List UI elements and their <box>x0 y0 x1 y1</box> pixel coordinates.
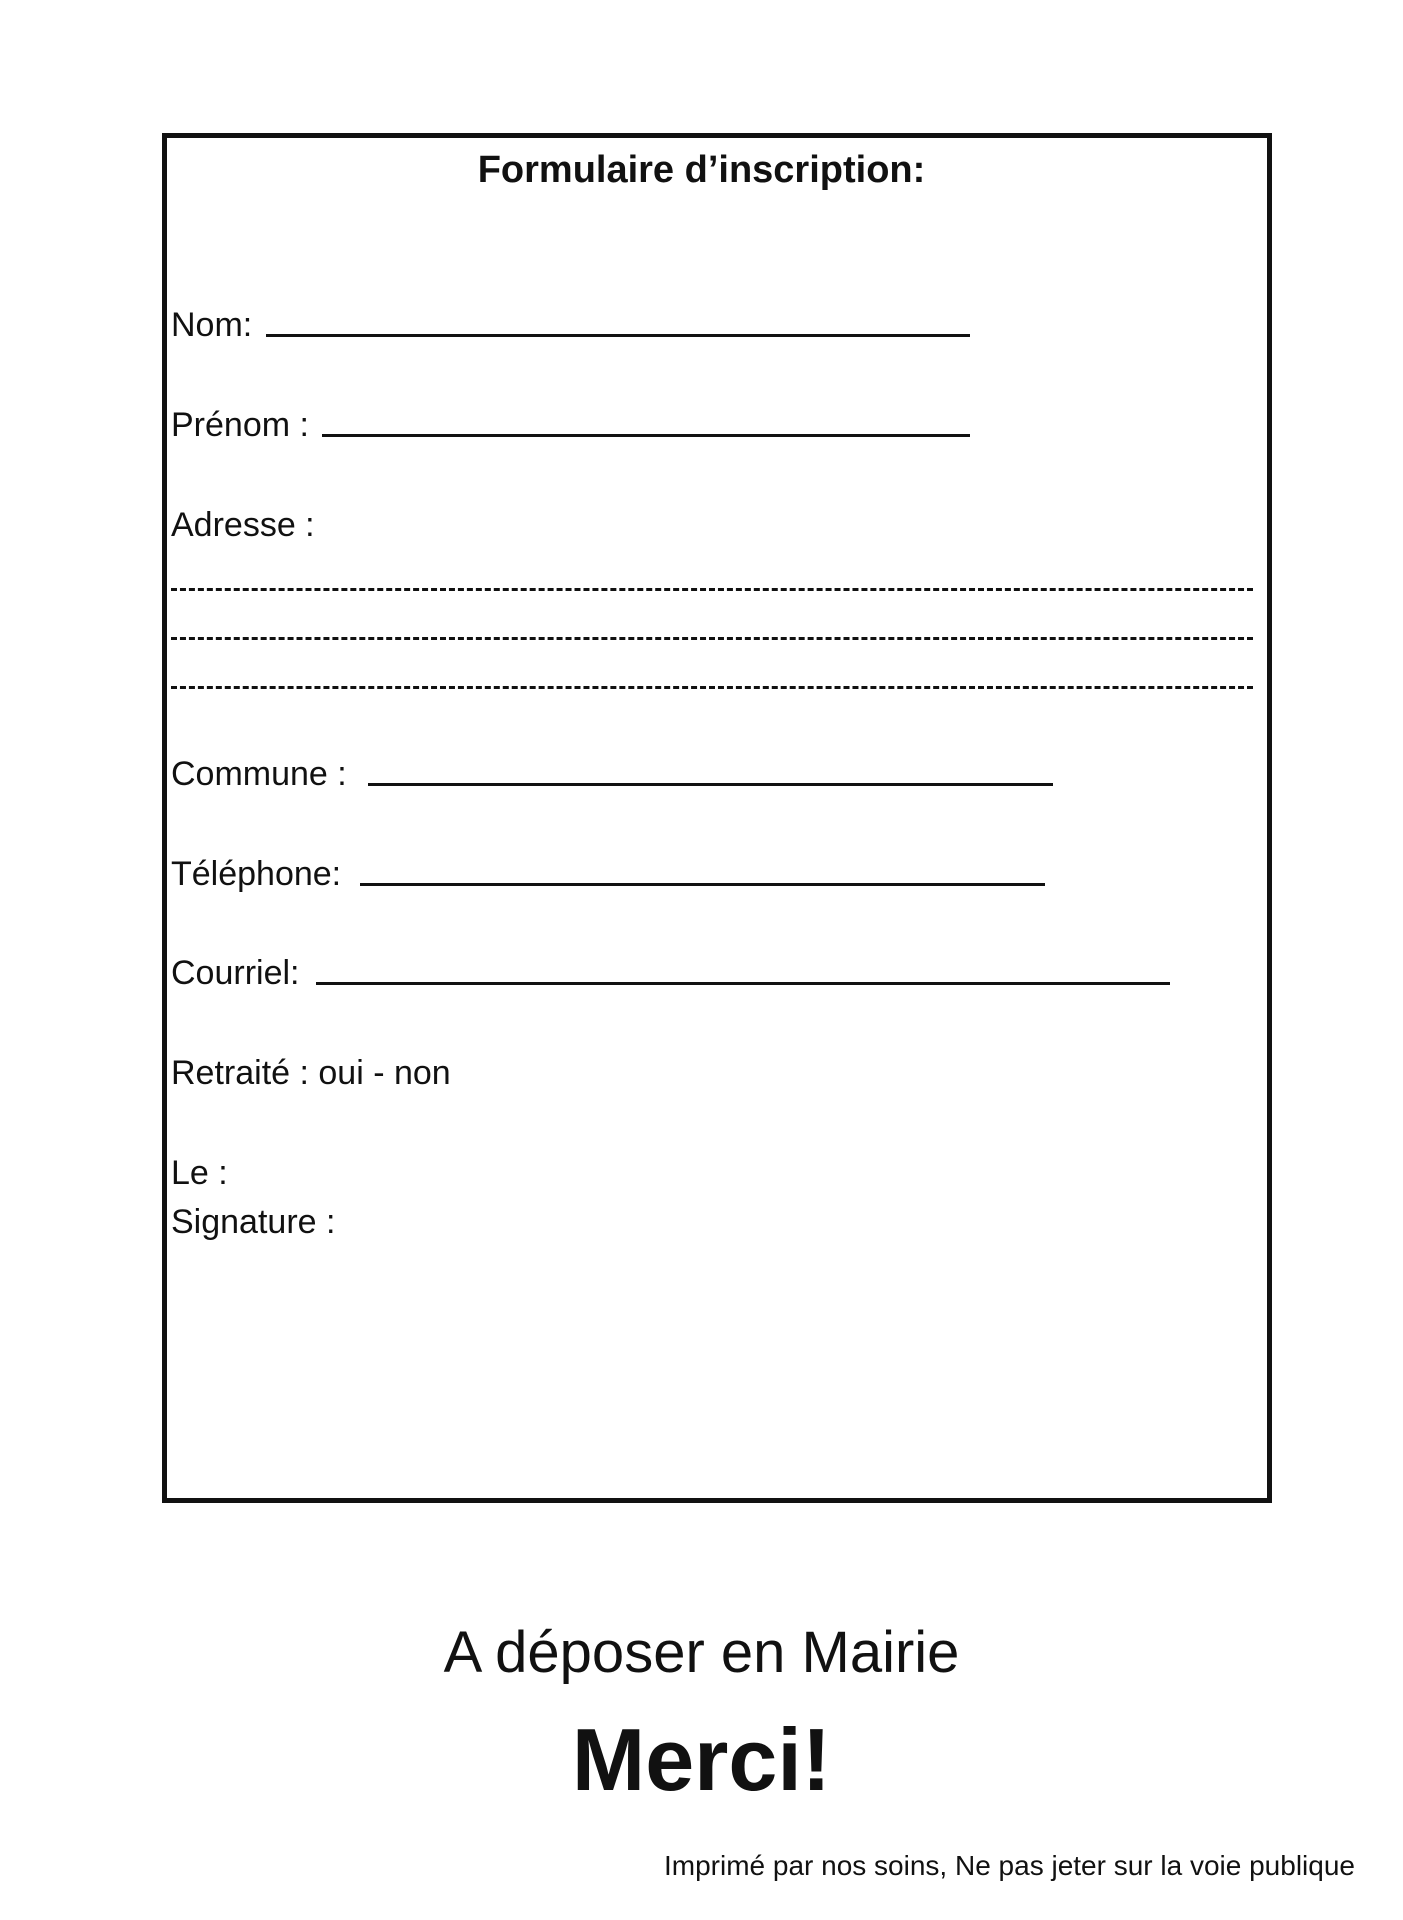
courriel-field[interactable] <box>316 982 1170 985</box>
telephone-field[interactable] <box>360 883 1045 886</box>
adresse-line-3[interactable] <box>171 686 1253 689</box>
prenom-label: Prénom : <box>171 406 309 444</box>
nom-label: Nom: <box>171 306 253 344</box>
courriel-label: Courriel: <box>171 954 300 992</box>
adresse-line-1[interactable] <box>171 588 1253 591</box>
nom-field[interactable] <box>266 334 970 337</box>
commune-field[interactable] <box>368 783 1053 786</box>
le-label: Le : <box>171 1154 228 1192</box>
adresse-label: Adresse : <box>171 506 315 544</box>
deposit-instruction: A déposer en Mairie <box>443 1620 960 1685</box>
telephone-label: Téléphone: <box>171 855 342 893</box>
retraite-label: Retraité : oui - non <box>171 1054 451 1092</box>
commune-label: Commune : <box>171 755 347 793</box>
registration-form-frame <box>162 133 1272 1503</box>
print-notice: Imprimé par nos soins, Ne pas jeter sur la voie publique <box>663 1850 1355 1881</box>
adresse-line-2[interactable] <box>171 637 1253 640</box>
signature-label: Signature : <box>171 1203 336 1241</box>
thanks-heading: Merci! <box>571 1710 832 1809</box>
prenom-field[interactable] <box>322 434 970 437</box>
form-title: Formulaire d’inscription: <box>477 149 926 191</box>
